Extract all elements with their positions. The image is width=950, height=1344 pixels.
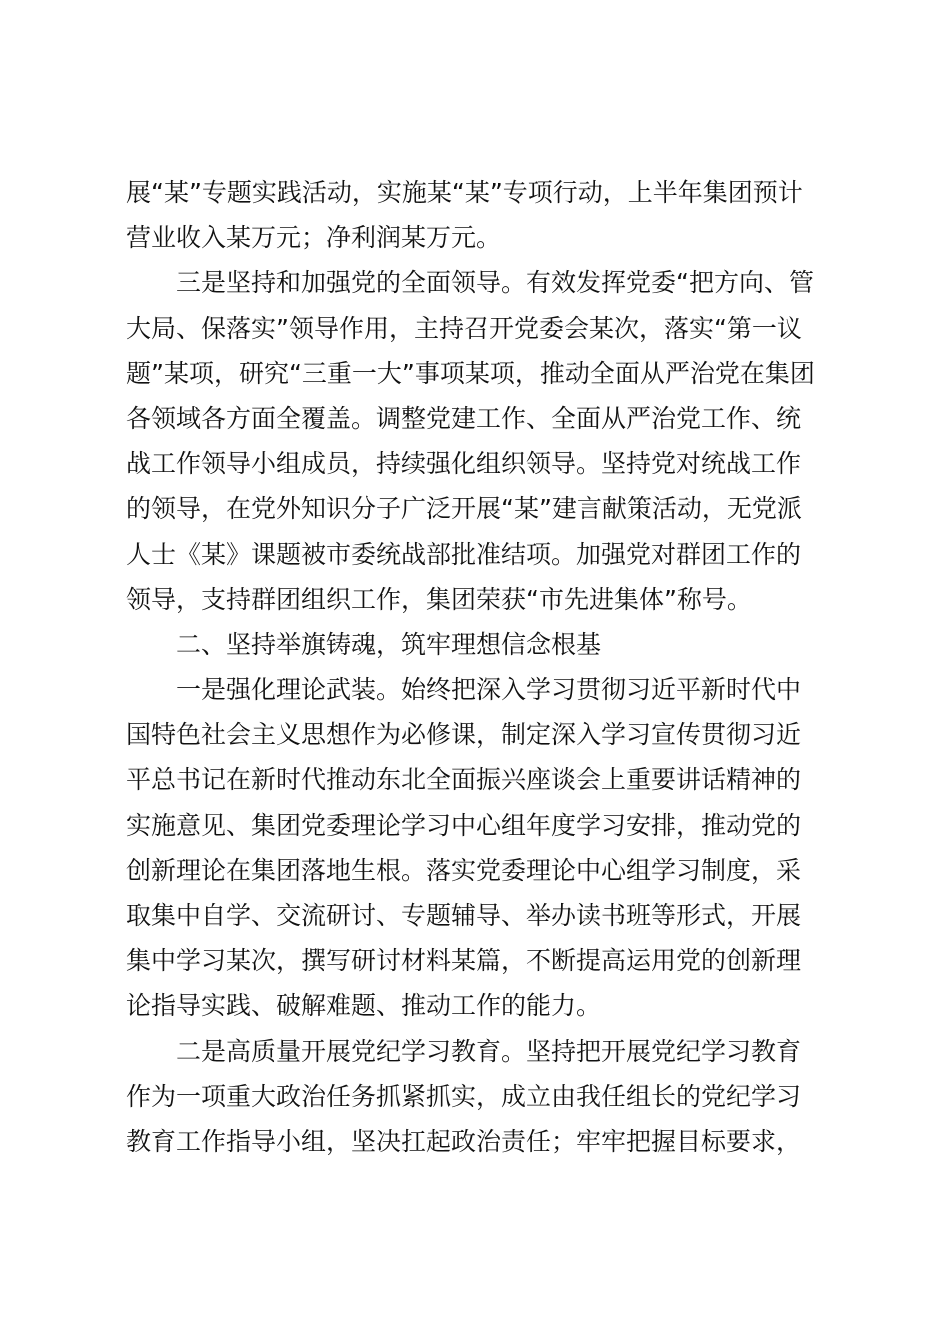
text-line-17: 取集中自学、交流研讨、专题辅导、举办读书班等形式，开展 xyxy=(126,901,802,930)
text-line-10: 领导，支持群团组织工作，集团荣获“市先进集体”称号。 xyxy=(126,584,752,614)
document-body xyxy=(126,170,824,1164)
section-heading: 二、坚持举旗铸魂，筑牢理想信念根基 xyxy=(176,629,602,659)
text-line-8: 的领导，在党外知识分子广泛开展“某”建言献策活动，无党派 xyxy=(126,494,802,524)
text-line-3: 三是坚持和加强党的全面领导。有效发挥党委“把方向、管 xyxy=(176,268,814,298)
text-line-5: 题”某项，研究“三重一大”事项某项，推动全面从严治党在集团 xyxy=(126,358,815,388)
text-line-9: 人士《某》课题被市委统战部批准结项。加强党对群团工作的 xyxy=(126,539,802,569)
text-line-14: 平总书记在新时代推动东北全面振兴座谈会上重要讲话精神的 xyxy=(126,765,802,795)
text-line-4: 大局、保落实”领导作用，主持召开党委会某次，落实“第一议 xyxy=(126,313,802,343)
text-line-19: 论指导实践、破解难题、推动工作的能力。 xyxy=(126,991,602,1021)
text-line-13: 国特色社会主义思想作为必修课，制定深入学习宣传贯彻习近 xyxy=(126,720,802,750)
text-line-1: 展“某”专题实践活动，实施某“某”专项行动，上半年集团预计 xyxy=(126,178,803,207)
text-line-20: 二是高质量开展党纪学习教育。坚持把开展党纪学习教育 xyxy=(176,1036,802,1066)
text-line-15: 实施意见、集团党委理论学习中心组年度学习安排，推动党的 xyxy=(126,810,802,840)
text-line-22: 教育工作指导小组，坚决扛起政治责任；牢牢把握目标要求， xyxy=(126,1126,802,1156)
text-line-7: 战工作领导小组成员，持续强化组织领导。坚持党对统战工作 xyxy=(126,449,802,479)
text-line-6: 各领域各方面全覆盖。调整党建工作、全面从严治党工作、统 xyxy=(126,403,802,433)
text-line-12: 一是强化理论武装。始终把深入学习贯彻习近平新时代中 xyxy=(176,675,802,705)
text-line-18: 集中学习某次，撰写研讨材料某篇，不断提高运用党的创新理 xyxy=(126,946,802,976)
text-line-16: 创新理论在集团落地生根。落实党委理论中心组学习制度，采 xyxy=(126,855,802,885)
text-line-2: 营业收入某万元；净利润某万元。 xyxy=(126,223,502,253)
text-line-21: 作为一项重大政治任务抓紧抓实，成立由我任组长的党纪学习 xyxy=(126,1081,802,1111)
